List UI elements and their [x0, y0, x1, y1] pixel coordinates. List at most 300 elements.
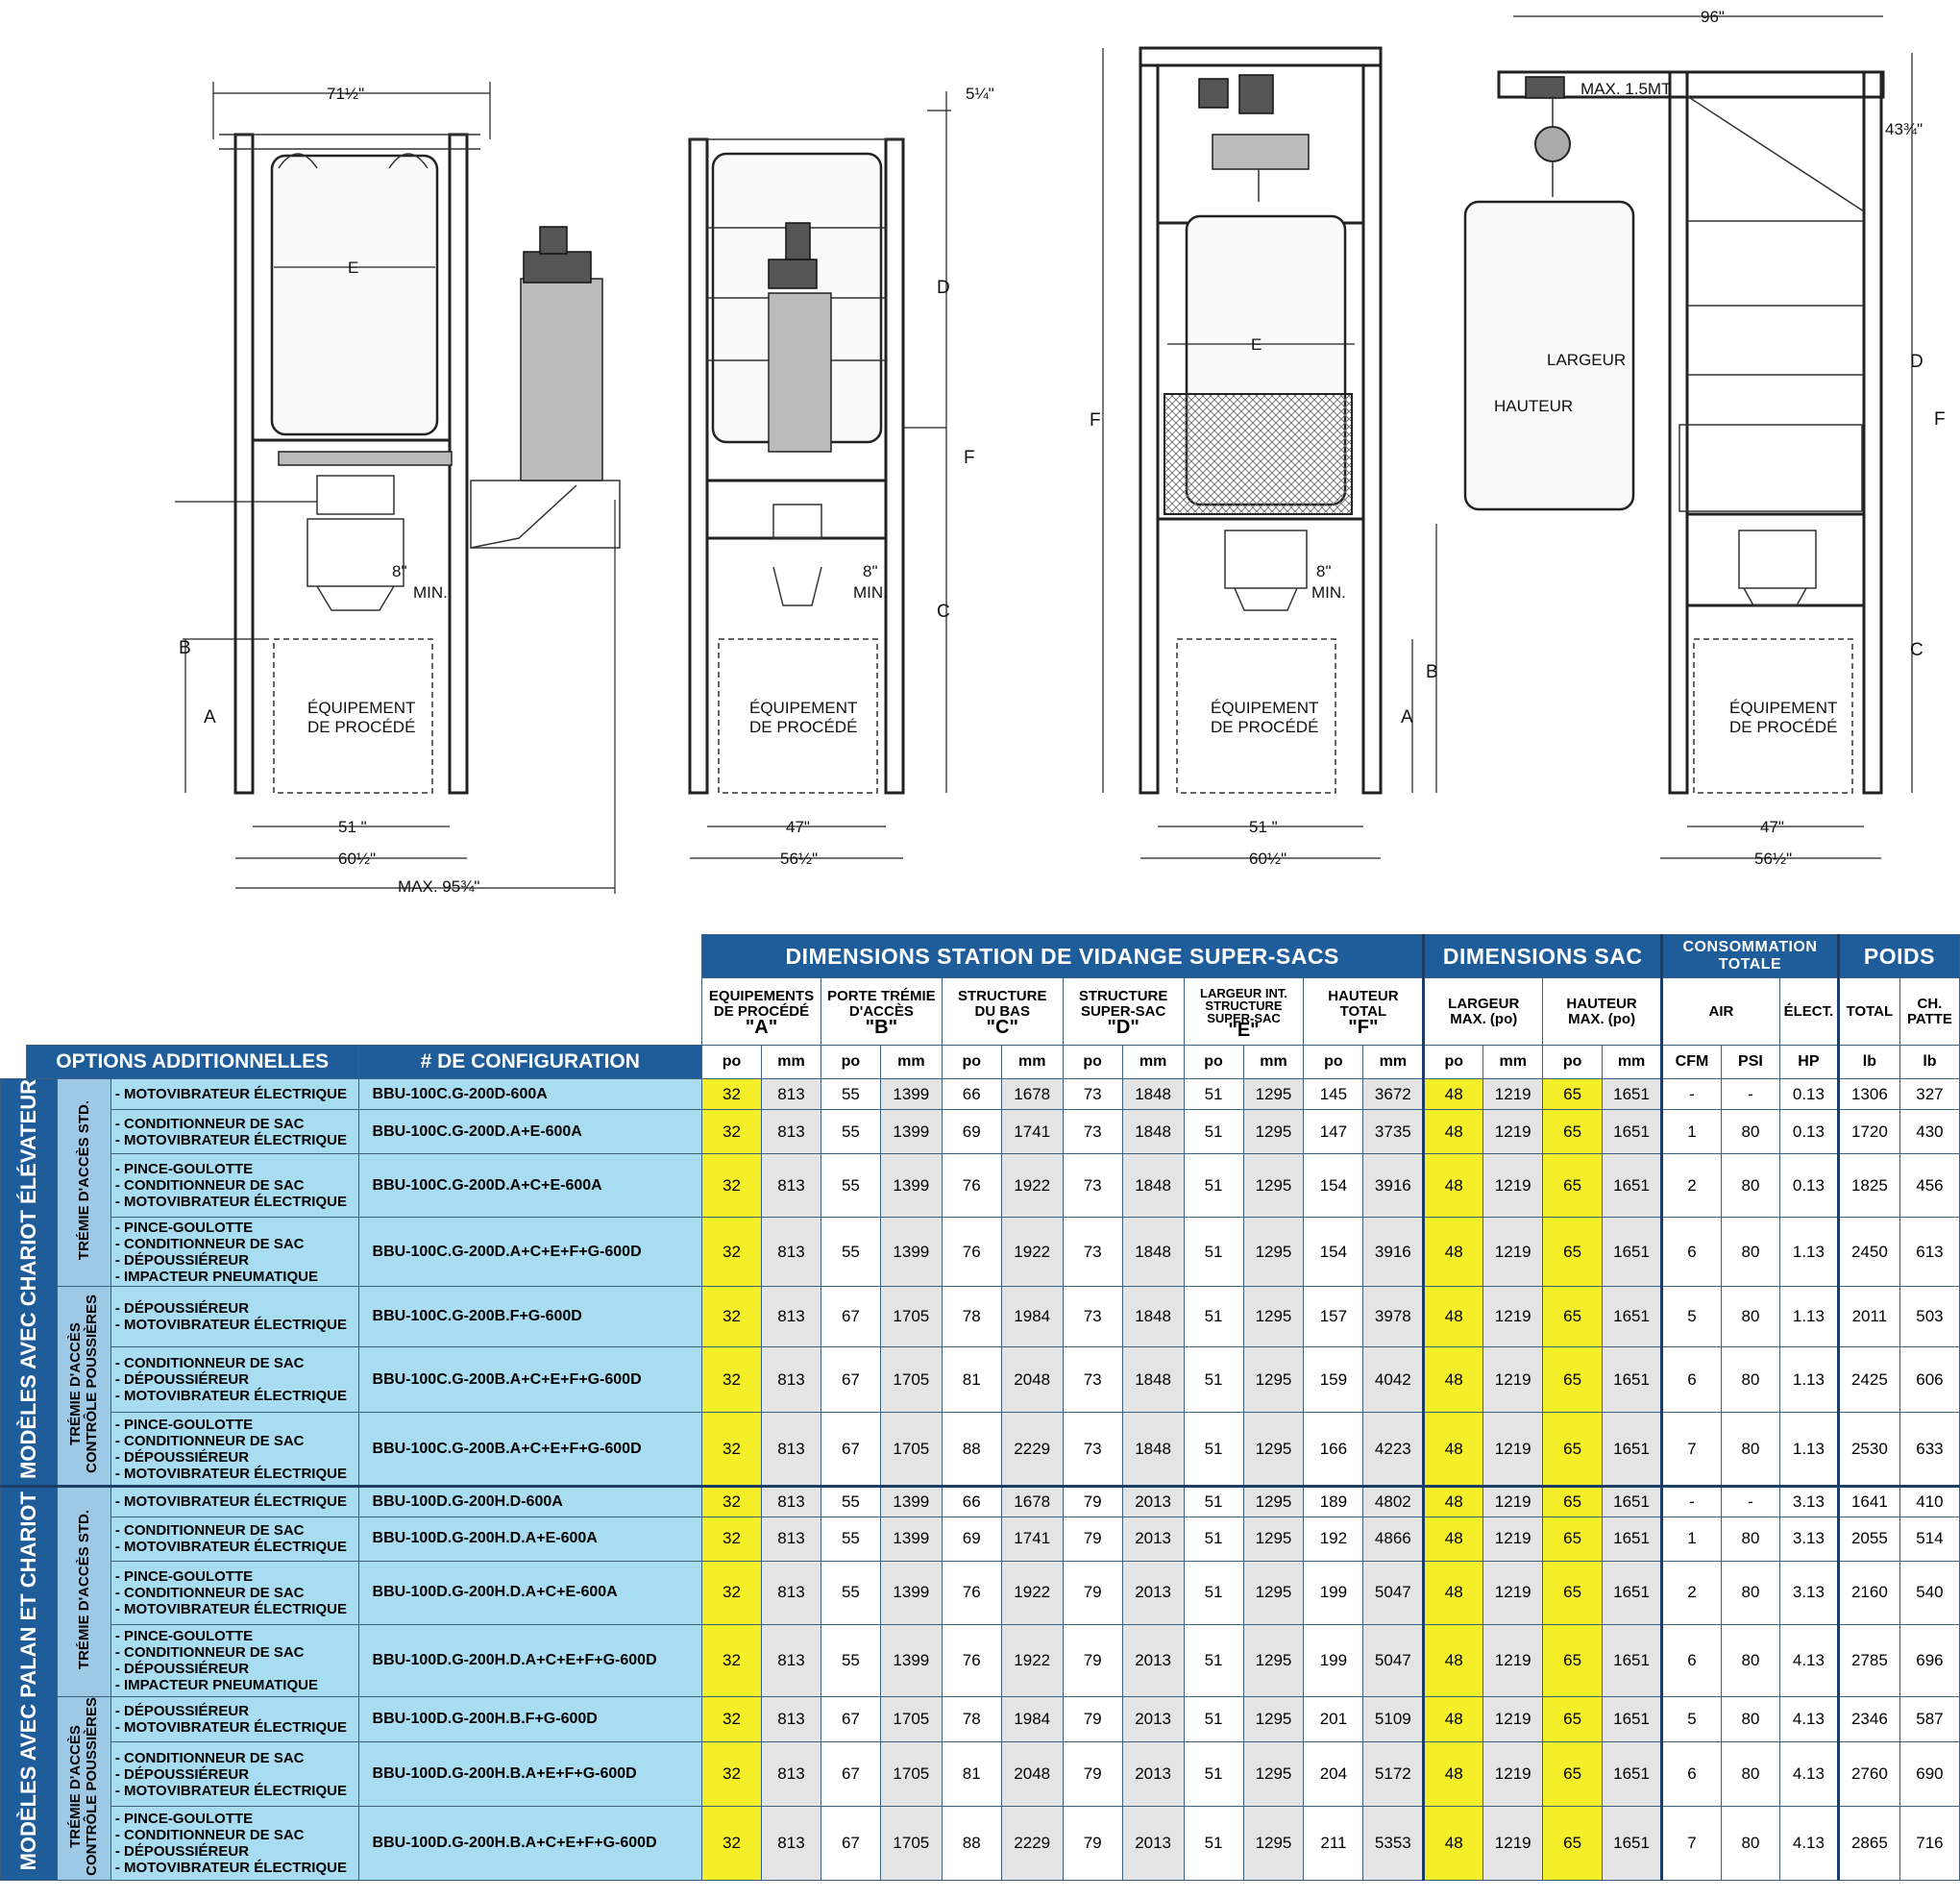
value-cell: 32: [702, 1807, 762, 1881]
label-c-4: C: [1910, 640, 1923, 660]
value-cell: 1651: [1603, 1218, 1662, 1287]
value-cell: 1219: [1483, 1486, 1543, 1517]
value-cell: 67: [821, 1413, 880, 1487]
value-cell: 1705: [880, 1696, 942, 1741]
value-cell: 1848: [1122, 1347, 1184, 1413]
value-cell: 813: [762, 1517, 821, 1561]
equip-label-1b: DE PROCÉDÉ: [307, 718, 416, 736]
value-cell: 67: [821, 1696, 880, 1741]
table-row: [1, 1624, 1960, 1696]
value-cell: 1295: [1243, 1154, 1304, 1218]
config-cell: BBU-100D.G-200H.D-600A: [358, 1486, 702, 1517]
unit-cell: po: [1063, 1046, 1122, 1079]
drawing-forklift-side: [690, 85, 994, 868]
options-cell: - CONDITIONNEUR DE SAC - MOTOVIBRATEUR ÉLECTRIQUE: [110, 1110, 358, 1154]
value-cell: 5172: [1363, 1741, 1424, 1806]
value-cell: 73: [1063, 1347, 1122, 1413]
value-cell: 78: [942, 1696, 1001, 1741]
value-cell: 1741: [1001, 1517, 1063, 1561]
value-cell: 201: [1304, 1696, 1363, 1741]
equip-label-1a: ÉQUIPEMENT: [307, 699, 416, 717]
value-cell: 65: [1543, 1696, 1603, 1741]
value-cell: 1922: [1001, 1561, 1063, 1624]
value-cell: 66: [942, 1486, 1001, 1517]
label-8in-1: 8": [392, 562, 407, 580]
dim-43: 43¾": [1885, 120, 1923, 138]
value-cell: 80: [1721, 1218, 1779, 1287]
value-cell: 69: [942, 1517, 1001, 1561]
value-cell: 67: [821, 1287, 880, 1347]
label-max15: MAX. 1.5MT: [1580, 80, 1672, 98]
value-cell: 65: [1543, 1517, 1603, 1561]
options-cell: - PINCE-GOULOTTE - CONDITIONNEUR DE SAC - MOTOVIBRATEUR ÉLECTRIQUE: [110, 1154, 358, 1218]
value-cell: 1651: [1603, 1079, 1662, 1110]
value-cell: 65: [1543, 1154, 1603, 1218]
value-cell: 613: [1899, 1218, 1959, 1287]
config-cell: BBU-100D.G-200H.B.A+E+F+G-600D: [358, 1741, 702, 1806]
value-cell: 2229: [1001, 1413, 1063, 1487]
dim-51-1: 51 ": [338, 818, 367, 836]
value-cell: 0.13: [1779, 1154, 1838, 1218]
value-cell: 813: [762, 1486, 821, 1517]
table-row: [1, 1413, 1960, 1487]
options-cell: - PINCE-GOULOTTE - CONDITIONNEUR DE SAC - MOTOVIBRATEUR ÉLECTRIQUE: [110, 1561, 358, 1624]
value-cell: 5353: [1363, 1807, 1424, 1881]
value-cell: 514: [1899, 1517, 1959, 1561]
dim-60-1: 60½": [338, 850, 377, 868]
value-cell: 32: [702, 1110, 762, 1154]
subgroup-label: TRÉMIE D'ACCÈS STD.: [57, 1079, 110, 1287]
value-cell: 4.13: [1779, 1741, 1838, 1806]
label-c-1: C: [937, 602, 950, 622]
value-cell: -: [1721, 1079, 1779, 1110]
label-hauteur: HAUTEUR: [1494, 397, 1574, 415]
dim-5: 5¼": [966, 85, 994, 103]
value-cell: 2013: [1122, 1696, 1184, 1741]
table-row: [1, 1561, 1960, 1624]
value-cell: 1295: [1243, 1218, 1304, 1287]
subgroup-label: TRÉMIE D'ACCÈS CONTRÔLE POUSSIÈRES: [57, 1696, 110, 1880]
value-cell: -: [1662, 1079, 1722, 1110]
value-cell: 65: [1543, 1741, 1603, 1806]
value-cell: 55: [821, 1079, 880, 1110]
value-cell: 1705: [880, 1807, 942, 1881]
options-cell: - PINCE-GOULOTTE - CONDITIONNEUR DE SAC - DÉPOUSSIÉREUR - MOTOVIBRATEUR ÉLECTRIQUE: [110, 1413, 358, 1487]
col-b-header: PORTE TRÉMIE D'ACCÈS "B": [821, 978, 942, 1046]
value-cell: 5047: [1363, 1624, 1424, 1696]
options-cell: - DÉPOUSSIÉREUR - MOTOVIBRATEUR ÉLECTRIQUE: [110, 1287, 358, 1347]
value-cell: 81: [942, 1347, 1001, 1413]
value-cell: 410: [1899, 1486, 1959, 1517]
value-cell: 65: [1543, 1413, 1603, 1487]
header-sac: DIMENSIONS SAC: [1424, 935, 1662, 978]
value-cell: 154: [1304, 1218, 1363, 1287]
value-cell: 5: [1662, 1287, 1722, 1347]
value-cell: 80: [1721, 1741, 1779, 1806]
equip-label-3a: ÉQUIPEMENT: [1211, 699, 1319, 717]
value-cell: 51: [1184, 1517, 1243, 1561]
value-cell: 73: [1063, 1110, 1122, 1154]
value-cell: 1219: [1483, 1807, 1543, 1881]
col-c-header: STRUCTURE DU BAS "C": [942, 978, 1063, 1046]
unit-cell: po: [702, 1046, 762, 1079]
config-cell: BBU-100D.G-200H.B.A+C+E+F+G-600D: [358, 1807, 702, 1881]
value-cell: 51: [1184, 1154, 1243, 1218]
table-row: [1, 1079, 1960, 1110]
value-cell: 55: [821, 1624, 880, 1696]
value-cell: 1295: [1243, 1517, 1304, 1561]
value-cell: 1678: [1001, 1486, 1063, 1517]
value-cell: 813: [762, 1110, 821, 1154]
value-cell: 79: [1063, 1741, 1122, 1806]
value-cell: 80: [1721, 1110, 1779, 1154]
value-cell: 80: [1721, 1517, 1779, 1561]
value-cell: 1651: [1603, 1287, 1662, 1347]
value-cell: 67: [821, 1347, 880, 1413]
unit-cell: HP: [1779, 1046, 1838, 1079]
value-cell: 48: [1424, 1517, 1483, 1561]
value-cell: 51: [1184, 1807, 1243, 1881]
value-cell: 55: [821, 1561, 880, 1624]
value-cell: 32: [702, 1079, 762, 1110]
config-cell: BBU-100C.G-200B.A+C+E+F+G-600D: [358, 1413, 702, 1487]
label-min-1: MIN.: [413, 583, 448, 602]
table-row: [1, 1287, 1960, 1347]
col-hauteur-header: HAUTEUR MAX. (po): [1543, 978, 1662, 1046]
value-cell: 813: [762, 1218, 821, 1287]
value-cell: 65: [1543, 1561, 1603, 1624]
value-cell: 1219: [1483, 1624, 1543, 1696]
value-cell: 456: [1899, 1154, 1959, 1218]
value-cell: 813: [762, 1079, 821, 1110]
label-e-3: E: [1251, 335, 1262, 354]
value-cell: 813: [762, 1624, 821, 1696]
value-cell: 32: [702, 1624, 762, 1696]
label-f-4: F: [1934, 409, 1946, 430]
value-cell: 32: [702, 1517, 762, 1561]
value-cell: 79: [1063, 1807, 1122, 1881]
unit-cell: po: [1184, 1046, 1243, 1079]
subgroup-label: TRÉMIE D'ACCÈS STD.: [57, 1486, 110, 1696]
group-label: MODÈLES AVEC PALAN ET CHARIOT: [1, 1486, 58, 1880]
value-cell: 1399: [880, 1517, 942, 1561]
technical-drawings: [0, 0, 1960, 923]
dim-51-3: 51 ": [1249, 818, 1278, 836]
dim-47-4: 47": [1760, 818, 1784, 836]
value-cell: 1306: [1838, 1079, 1899, 1110]
config-cell: BBU-100D.G-200H.D.A+C+E-600A: [358, 1561, 702, 1624]
value-cell: 147: [1304, 1110, 1363, 1154]
value-cell: 51: [1184, 1624, 1243, 1696]
value-cell: 80: [1721, 1154, 1779, 1218]
config-cell: BBU-100C.G-200D.A+C+E-600A: [358, 1154, 702, 1218]
dim-71: 71½": [327, 85, 365, 103]
value-cell: 48: [1424, 1561, 1483, 1624]
value-cell: 1848: [1122, 1154, 1184, 1218]
value-cell: 540: [1899, 1561, 1959, 1624]
value-cell: 1295: [1243, 1347, 1304, 1413]
value-cell: 80: [1721, 1561, 1779, 1624]
value-cell: 55: [821, 1154, 880, 1218]
group-label: MODÈLES AVEC CHARIOT ÉLÉVATEUR: [1, 1079, 58, 1487]
unit-cell: mm: [880, 1046, 942, 1079]
value-cell: 2346: [1838, 1696, 1899, 1741]
value-cell: 0.13: [1779, 1110, 1838, 1154]
value-cell: 3978: [1363, 1287, 1424, 1347]
value-cell: 2425: [1838, 1347, 1899, 1413]
value-cell: 73: [1063, 1413, 1122, 1487]
value-cell: 5047: [1363, 1561, 1424, 1624]
equip-label-2a: ÉQUIPEMENT: [749, 699, 858, 717]
value-cell: 79: [1063, 1696, 1122, 1741]
value-cell: 2: [1662, 1561, 1722, 1624]
value-cell: 633: [1899, 1413, 1959, 1487]
value-cell: 1295: [1243, 1486, 1304, 1517]
value-cell: 65: [1543, 1110, 1603, 1154]
label-f-2: F: [964, 448, 975, 468]
value-cell: 79: [1063, 1486, 1122, 1517]
unit-cell: po: [1424, 1046, 1483, 1079]
value-cell: 1705: [880, 1741, 942, 1806]
value-cell: 1.13: [1779, 1287, 1838, 1347]
value-cell: 76: [942, 1154, 1001, 1218]
value-cell: 1984: [1001, 1287, 1063, 1347]
value-cell: -: [1662, 1486, 1722, 1517]
value-cell: 76: [942, 1218, 1001, 1287]
value-cell: 51: [1184, 1347, 1243, 1413]
value-cell: 66: [942, 1079, 1001, 1110]
label-b-3: B: [1426, 662, 1438, 682]
value-cell: 5109: [1363, 1696, 1424, 1741]
value-cell: 1848: [1122, 1287, 1184, 1347]
value-cell: 1219: [1483, 1561, 1543, 1624]
value-cell: 166: [1304, 1413, 1363, 1487]
value-cell: 48: [1424, 1154, 1483, 1218]
value-cell: 430: [1899, 1110, 1959, 1154]
value-cell: 48: [1424, 1741, 1483, 1806]
config-cell: BBU-100D.G-200H.B.F+G-600D: [358, 1696, 702, 1741]
value-cell: 696: [1899, 1624, 1959, 1696]
equip-label-3b: DE PROCÉDÉ: [1211, 718, 1319, 736]
col-f-header: HAUTEUR TOTAL "F": [1304, 978, 1424, 1046]
value-cell: 55: [821, 1517, 880, 1561]
value-cell: 157: [1304, 1287, 1363, 1347]
value-cell: 32: [702, 1696, 762, 1741]
value-cell: 813: [762, 1741, 821, 1806]
value-cell: 51: [1184, 1561, 1243, 1624]
equip-label-4b: DE PROCÉDÉ: [1729, 718, 1838, 736]
options-cell: - PINCE-GOULOTTE - CONDITIONNEUR DE SAC - DÉPOUSSIÉREUR - IMPACTEUR PNEUMATIQUE: [110, 1218, 358, 1287]
value-cell: 1: [1662, 1517, 1722, 1561]
value-cell: 1848: [1122, 1218, 1184, 1287]
unit-cell: mm: [1243, 1046, 1304, 1079]
value-cell: 32: [702, 1486, 762, 1517]
table-row: [1, 1741, 1960, 1806]
dim-max95: MAX. 95¾": [398, 877, 480, 896]
value-cell: 51: [1184, 1079, 1243, 1110]
value-cell: 1295: [1243, 1696, 1304, 1741]
value-cell: 2013: [1122, 1561, 1184, 1624]
value-cell: 1.13: [1779, 1218, 1838, 1287]
col-ch-header: CH. PATTE: [1899, 978, 1959, 1046]
col-a-header: EQUIPEMENTS DE PROCÉDÉ "A": [702, 978, 821, 1046]
table-row: [1, 1696, 1960, 1741]
value-cell: 1922: [1001, 1218, 1063, 1287]
value-cell: 1295: [1243, 1741, 1304, 1806]
value-cell: 2785: [1838, 1624, 1899, 1696]
value-cell: 65: [1543, 1807, 1603, 1881]
value-cell: 78: [942, 1287, 1001, 1347]
value-cell: 2011: [1838, 1287, 1899, 1347]
value-cell: 813: [762, 1696, 821, 1741]
value-cell: 813: [762, 1561, 821, 1624]
value-cell: 2450: [1838, 1218, 1899, 1287]
value-cell: 1219: [1483, 1110, 1543, 1154]
value-cell: 55: [821, 1218, 880, 1287]
value-cell: 67: [821, 1741, 880, 1806]
value-cell: 81: [942, 1741, 1001, 1806]
value-cell: 813: [762, 1807, 821, 1881]
value-cell: 48: [1424, 1347, 1483, 1413]
value-cell: 1219: [1483, 1347, 1543, 1413]
value-cell: 1651: [1603, 1807, 1662, 1881]
value-cell: 211: [1304, 1807, 1363, 1881]
value-cell: 6: [1662, 1624, 1722, 1696]
value-cell: 1984: [1001, 1696, 1063, 1741]
value-cell: 48: [1424, 1413, 1483, 1487]
value-cell: 1720: [1838, 1110, 1899, 1154]
value-cell: 4223: [1363, 1413, 1424, 1487]
value-cell: 145: [1304, 1079, 1363, 1110]
label-8in-3: 8": [1316, 562, 1332, 580]
col-d-header: STRUCTURE SUPER-SAC "D": [1063, 978, 1184, 1046]
value-cell: 48: [1424, 1696, 1483, 1741]
value-cell: 1651: [1603, 1486, 1662, 1517]
config-cell: BBU-100C.G-200D-600A: [358, 1079, 702, 1110]
subgroup-label: TRÉMIE D'ACCÈS CONTRÔLE POUSSIÈRES: [57, 1287, 110, 1487]
value-cell: 1399: [880, 1218, 942, 1287]
value-cell: 7: [1662, 1807, 1722, 1881]
value-cell: 1399: [880, 1486, 942, 1517]
value-cell: 1295: [1243, 1561, 1304, 1624]
value-cell: 1848: [1122, 1413, 1184, 1487]
value-cell: 813: [762, 1413, 821, 1487]
value-cell: 1399: [880, 1561, 942, 1624]
value-cell: 2048: [1001, 1347, 1063, 1413]
value-cell: 51: [1184, 1696, 1243, 1741]
table-row: [1, 1154, 1960, 1218]
value-cell: 2865: [1838, 1807, 1899, 1881]
options-cell: - DÉPOUSSIÉREUR - MOTOVIBRATEUR ÉLECTRIQUE: [110, 1696, 358, 1741]
value-cell: 199: [1304, 1561, 1363, 1624]
value-cell: 51: [1184, 1486, 1243, 1517]
value-cell: 189: [1304, 1486, 1363, 1517]
value-cell: 1219: [1483, 1079, 1543, 1110]
value-cell: 1219: [1483, 1154, 1543, 1218]
value-cell: 4.13: [1779, 1696, 1838, 1741]
label-b-1: B: [179, 638, 191, 658]
options-cell: - MOTOVIBRATEUR ÉLECTRIQUE: [110, 1079, 358, 1110]
value-cell: 1705: [880, 1287, 942, 1347]
value-cell: 154: [1304, 1154, 1363, 1218]
value-cell: 80: [1721, 1347, 1779, 1413]
value-cell: 3916: [1363, 1154, 1424, 1218]
drawing-hoist-side: [1465, 8, 1946, 868]
unit-cell: mm: [1001, 1046, 1063, 1079]
specifications-table: [0, 934, 1960, 1881]
value-cell: 76: [942, 1624, 1001, 1696]
value-cell: 32: [702, 1347, 762, 1413]
value-cell: 1848: [1122, 1079, 1184, 1110]
value-cell: 79: [1063, 1517, 1122, 1561]
value-cell: 79: [1063, 1624, 1122, 1696]
value-cell: -: [1721, 1486, 1779, 1517]
value-cell: 813: [762, 1287, 821, 1347]
value-cell: 51: [1184, 1741, 1243, 1806]
config-cell: BBU-100C.G-200D.A+C+E+F+G-600D: [358, 1218, 702, 1287]
config-cell: BBU-100D.G-200H.D.A+C+E+F+G-600D: [358, 1624, 702, 1696]
value-cell: 73: [1063, 1079, 1122, 1110]
value-cell: 192: [1304, 1517, 1363, 1561]
value-cell: 48: [1424, 1624, 1483, 1696]
drawing-forklift-front: [175, 82, 620, 896]
value-cell: 73: [1063, 1154, 1122, 1218]
value-cell: 813: [762, 1154, 821, 1218]
value-cell: 80: [1721, 1807, 1779, 1881]
label-e-1: E: [348, 259, 359, 277]
value-cell: 1219: [1483, 1218, 1543, 1287]
unit-cell: mm: [1363, 1046, 1424, 1079]
value-cell: 1651: [1603, 1347, 1662, 1413]
value-cell: 199: [1304, 1624, 1363, 1696]
dim-96: 96": [1701, 8, 1725, 26]
value-cell: 2013: [1122, 1486, 1184, 1517]
value-cell: 51: [1184, 1287, 1243, 1347]
options-cell: - CONDITIONNEUR DE SAC - DÉPOUSSIÉREUR - MOTOVIBRATEUR ÉLECTRIQUE: [110, 1741, 358, 1806]
value-cell: 73: [1063, 1287, 1122, 1347]
value-cell: 3672: [1363, 1079, 1424, 1110]
value-cell: 1651: [1603, 1154, 1662, 1218]
value-cell: 1922: [1001, 1624, 1063, 1696]
value-cell: 587: [1899, 1696, 1959, 1741]
value-cell: 1705: [880, 1413, 942, 1487]
value-cell: 1825: [1838, 1154, 1899, 1218]
col-largeur-header: LARGEUR MAX. (po): [1424, 978, 1543, 1046]
unit-cell: PSI: [1721, 1046, 1779, 1079]
value-cell: 1678: [1001, 1079, 1063, 1110]
value-cell: 4866: [1363, 1517, 1424, 1561]
unit-cell: mm: [1122, 1046, 1184, 1079]
value-cell: 0.13: [1779, 1079, 1838, 1110]
value-cell: 67: [821, 1807, 880, 1881]
config-cell: BBU-100D.G-200H.D.A+E-600A: [358, 1517, 702, 1561]
unit-cell: po: [1304, 1046, 1363, 1079]
value-cell: 1651: [1603, 1561, 1662, 1624]
value-cell: 65: [1543, 1287, 1603, 1347]
table-row: [1, 1218, 1960, 1287]
value-cell: 1295: [1243, 1079, 1304, 1110]
value-cell: 1399: [880, 1154, 942, 1218]
value-cell: 3.13: [1779, 1517, 1838, 1561]
value-cell: 55: [821, 1486, 880, 1517]
value-cell: 80: [1721, 1624, 1779, 1696]
value-cell: 1848: [1122, 1110, 1184, 1154]
value-cell: 3916: [1363, 1218, 1424, 1287]
header-station: DIMENSIONS STATION DE VIDANGE SUPER-SACS: [702, 935, 1424, 978]
value-cell: 1295: [1243, 1287, 1304, 1347]
unit-cell: mm: [1603, 1046, 1662, 1079]
value-cell: 32: [702, 1413, 762, 1487]
